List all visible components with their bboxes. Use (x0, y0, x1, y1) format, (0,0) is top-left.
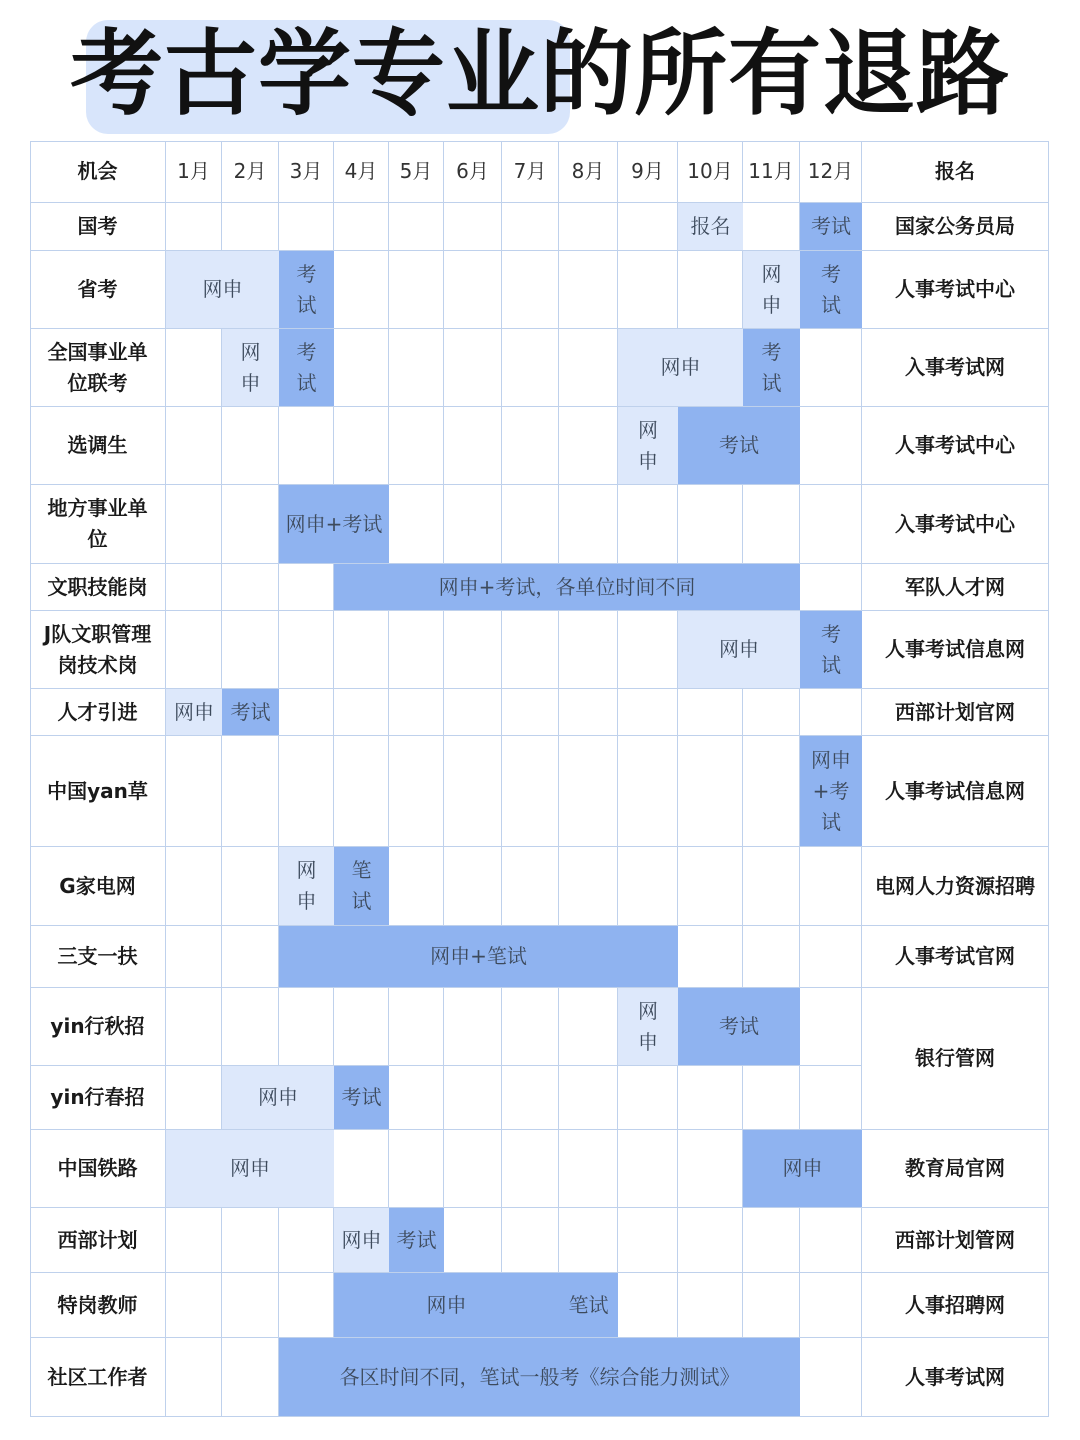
schedule-bar: 网申+考试，各单位时间不同 (334, 564, 800, 610)
header-month: 10月 (678, 141, 743, 203)
month-cell (166, 1273, 222, 1338)
month-cell (559, 251, 618, 329)
row-label: 省考 (30, 251, 166, 329)
month-cell (678, 1066, 743, 1130)
month-cell (222, 1208, 279, 1273)
month-cell (800, 1208, 862, 1273)
month-cell (743, 736, 800, 847)
signup-cell: 人事招聘网 (862, 1273, 1049, 1338)
month-cell (166, 564, 222, 611)
schedule-bar: 网申+考试 (800, 736, 862, 846)
month-cell (800, 689, 862, 736)
month-cell (618, 485, 678, 564)
schedule-bar: 考试 (800, 611, 862, 688)
row-label: 国考 (30, 203, 166, 251)
month-cell (678, 485, 743, 564)
signup-cell: 人事考试网 (862, 1338, 1049, 1417)
month-cell (618, 1066, 678, 1130)
month-cell (618, 1208, 678, 1273)
month-cell (444, 736, 502, 847)
month-cell (800, 329, 862, 407)
month-cell (279, 1208, 334, 1273)
header-month: 4月 (334, 141, 389, 203)
schedule-bar: 网申 (618, 407, 678, 484)
month-cell (678, 689, 743, 736)
signup-cell: 西部计划管网 (862, 1208, 1049, 1273)
month-cell (389, 329, 444, 407)
month-cell (222, 407, 279, 485)
header-month: 6月 (444, 141, 502, 203)
month-cell (800, 926, 862, 988)
schedule-bar: 网申 (222, 1066, 334, 1129)
month-cell (166, 926, 222, 988)
schedule-bar: 网申 (222, 329, 279, 406)
month-cell (502, 1208, 559, 1273)
row-label: 地方事业单位 (30, 485, 166, 564)
month-cell (166, 203, 222, 251)
month-cell (166, 329, 222, 407)
month-cell (800, 847, 862, 926)
month-cell (618, 1130, 678, 1208)
header-month: 2月 (222, 141, 279, 203)
header-month: 9月 (618, 141, 678, 203)
month-cell (166, 407, 222, 485)
month-cell (444, 689, 502, 736)
month-cell (222, 611, 279, 689)
signup-cell: 人事考试官网 (862, 926, 1049, 988)
month-cell (743, 847, 800, 926)
month-cell (334, 251, 389, 329)
month-cell (618, 689, 678, 736)
row-label: 三支一扶 (30, 926, 166, 988)
schedule-bar: 考试 (334, 1066, 389, 1129)
schedule-bar: 考试 (222, 689, 279, 735)
schedule-bar: 考试 (279, 329, 334, 406)
month-cell (502, 203, 559, 251)
header-label: 机会 (30, 141, 166, 203)
month-cell (444, 988, 502, 1066)
schedule-bar: 考试 (800, 251, 862, 328)
row-label: 中国铁路 (30, 1130, 166, 1208)
row-label: 西部计划 (30, 1208, 166, 1273)
month-cell (279, 1273, 334, 1338)
row-label: 文职技能岗 (30, 564, 166, 611)
header-month: 1月 (166, 141, 222, 203)
month-cell (444, 485, 502, 564)
row-label: G家电网 (30, 847, 166, 926)
month-cell (222, 203, 279, 251)
month-cell (743, 485, 800, 564)
row-label: yin行春招 (30, 1066, 166, 1130)
month-cell (444, 847, 502, 926)
month-cell (444, 1130, 502, 1208)
month-cell (743, 926, 800, 988)
month-cell (389, 689, 444, 736)
schedule-bar: 网申 (166, 251, 279, 328)
signup-cell: 西部计划官网 (862, 689, 1049, 736)
month-cell (166, 988, 222, 1066)
header-month: 7月 (502, 141, 559, 203)
month-cell (800, 485, 862, 564)
month-cell (444, 407, 502, 485)
month-cell (618, 611, 678, 689)
month-cell (502, 251, 559, 329)
month-cell (444, 1208, 502, 1273)
header-month: 12月 (800, 141, 862, 203)
month-cell (502, 689, 559, 736)
month-cell (678, 1273, 743, 1338)
month-cell (334, 611, 389, 689)
month-cell (444, 611, 502, 689)
month-cell (279, 736, 334, 847)
month-cell (502, 1130, 559, 1208)
header-month: 3月 (279, 141, 334, 203)
month-cell (222, 485, 279, 564)
month-cell (222, 564, 279, 611)
month-cell (444, 203, 502, 251)
month-cell (743, 203, 800, 251)
schedule-bar: 网申 (279, 847, 334, 925)
header-signup: 报名 (862, 141, 1049, 203)
schedule-bar: 网申 (166, 689, 222, 735)
schedule-bar: 网申 (334, 1273, 559, 1337)
month-cell (389, 203, 444, 251)
month-cell (166, 847, 222, 926)
row-label: 人才引进 (30, 689, 166, 736)
month-cell (389, 485, 444, 564)
month-cell (222, 1338, 279, 1417)
month-cell (559, 407, 618, 485)
month-cell (502, 485, 559, 564)
month-cell (800, 1066, 862, 1130)
schedule-bar: 考试 (678, 988, 800, 1065)
month-cell (279, 611, 334, 689)
signup-cell: 电网人力资源招聘 (862, 847, 1049, 926)
month-cell (678, 1208, 743, 1273)
month-cell (502, 1066, 559, 1130)
month-cell (618, 847, 678, 926)
month-cell (389, 1066, 444, 1130)
month-cell (279, 407, 334, 485)
month-cell (389, 251, 444, 329)
row-label: 社区工作者 (30, 1338, 166, 1417)
month-cell (743, 689, 800, 736)
header-month: 5月 (389, 141, 444, 203)
row-label: 中国yan草 (30, 736, 166, 847)
month-cell (559, 1130, 618, 1208)
schedule-bar: 考试 (800, 203, 862, 250)
row-label: J队文职管理岗技术岗 (30, 611, 166, 689)
signup-cell: 国家公务员局 (862, 203, 1049, 251)
signup-cell: 人事考试中心 (862, 407, 1049, 485)
month-cell (222, 736, 279, 847)
month-cell (743, 1208, 800, 1273)
month-cell (678, 251, 743, 329)
month-cell (389, 847, 444, 926)
month-cell (166, 485, 222, 564)
month-cell (678, 926, 743, 988)
month-cell (334, 736, 389, 847)
month-cell (800, 1273, 862, 1338)
header-month: 11月 (743, 141, 800, 203)
month-cell (678, 847, 743, 926)
month-cell (389, 407, 444, 485)
month-cell (743, 1273, 800, 1338)
month-cell (166, 1338, 222, 1417)
month-cell (222, 1273, 279, 1338)
month-cell (166, 611, 222, 689)
month-cell (800, 564, 862, 611)
month-cell (559, 1066, 618, 1130)
month-cell (502, 407, 559, 485)
schedule-bar: 考试 (678, 407, 800, 484)
schedule-bar: 网申+考试 (279, 485, 389, 563)
month-cell (334, 988, 389, 1066)
page-title: 考古学专业的所有退路 (70, 20, 1010, 128)
month-cell (618, 251, 678, 329)
month-cell (678, 736, 743, 847)
row-label: 特岗教师 (30, 1273, 166, 1338)
signup-cell: 入事考试网 (862, 329, 1049, 407)
schedule-bar: 考试 (279, 251, 334, 328)
month-cell (279, 564, 334, 611)
month-cell (334, 203, 389, 251)
month-cell (559, 689, 618, 736)
schedule-bar: 网申 (743, 251, 800, 328)
row-label: 选调生 (30, 407, 166, 485)
schedule-bar: 网申 (618, 329, 743, 406)
month-cell (222, 847, 279, 926)
schedule-bar: 网申 (678, 611, 800, 688)
signup-cell: 人事考试信息网 (862, 736, 1049, 847)
month-cell (502, 329, 559, 407)
month-cell (559, 203, 618, 251)
schedule-bar: 网申 (743, 1130, 862, 1207)
signup-cell: 军队人才网 (862, 564, 1049, 611)
schedule-bar: 笔试 (334, 847, 389, 925)
month-cell (334, 407, 389, 485)
month-cell (502, 847, 559, 926)
month-cell (279, 988, 334, 1066)
month-cell (389, 736, 444, 847)
header-month: 8月 (559, 141, 618, 203)
month-cell (166, 736, 222, 847)
row-label: yin行秋招 (30, 988, 166, 1066)
month-cell (389, 988, 444, 1066)
month-cell (502, 611, 559, 689)
month-cell (279, 203, 334, 251)
month-cell (678, 1130, 743, 1208)
schedule-bar: 笔试 (559, 1273, 618, 1337)
month-cell (618, 203, 678, 251)
schedule-bar: 网申+笔试 (279, 926, 678, 987)
month-cell (559, 736, 618, 847)
month-cell (559, 988, 618, 1066)
month-cell (800, 988, 862, 1066)
month-cell (166, 1208, 222, 1273)
month-cell (444, 251, 502, 329)
schedule-bar: 考试 (389, 1208, 444, 1272)
month-cell (800, 407, 862, 485)
month-cell (559, 847, 618, 926)
schedule-bar: 网申 (618, 988, 678, 1065)
month-cell (334, 689, 389, 736)
month-cell (559, 611, 618, 689)
schedule-bar: 网申 (334, 1208, 389, 1272)
month-cell (559, 485, 618, 564)
schedule-bar: 网申 (166, 1130, 334, 1207)
schedule-bar: 报名 (678, 203, 743, 250)
schedule-bar: 考试 (743, 329, 800, 406)
month-cell (559, 329, 618, 407)
month-cell (389, 611, 444, 689)
schedule-bar: 各区时间不同，笔试一般考《综合能力测试》 (279, 1338, 800, 1416)
month-cell (444, 1066, 502, 1130)
signup-cell: 入事考试中心 (862, 485, 1049, 564)
signup-cell: 人事考试中心 (862, 251, 1049, 329)
month-cell (618, 1273, 678, 1338)
row-label: 全国事业单位联考 (30, 329, 166, 407)
month-cell (502, 988, 559, 1066)
month-cell (743, 1066, 800, 1130)
month-cell (800, 1338, 862, 1417)
month-cell (502, 736, 559, 847)
month-cell (166, 1066, 222, 1130)
month-cell (334, 329, 389, 407)
month-cell (389, 1130, 444, 1208)
signup-cell: 教育局官网 (862, 1130, 1049, 1208)
month-cell (222, 988, 279, 1066)
month-cell (222, 926, 279, 988)
month-cell (334, 1130, 389, 1208)
signup-cell: 人事考试信息网 (862, 611, 1049, 689)
month-cell (444, 329, 502, 407)
month-cell (279, 689, 334, 736)
signup-cell: 银行管网 (862, 988, 1049, 1130)
month-cell (618, 736, 678, 847)
month-cell (559, 1208, 618, 1273)
